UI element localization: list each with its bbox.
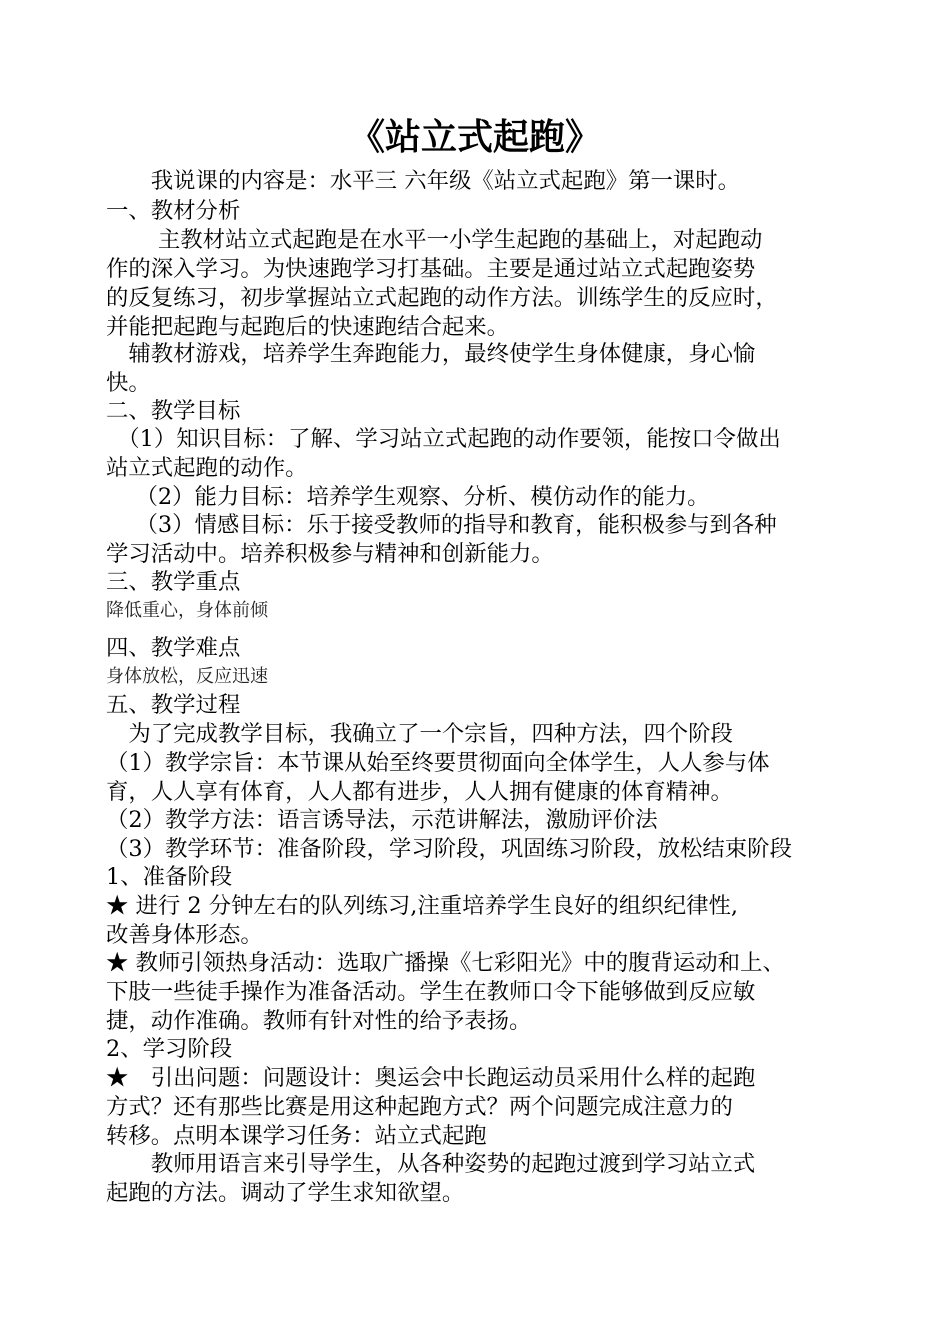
paragraph-line: 教师用语言来引导学生，从各种姿势的起跑过渡到学习站立式 xyxy=(106,1151,756,1177)
paragraph-line: ★ 进行 2 分钟左右的队列练习,注重培养学生良好的组织纪律性, xyxy=(106,893,738,919)
paragraph-line: 站立式起跑的动作。 xyxy=(106,455,308,481)
intro-line: 我说课的内容是：水平三 六年级《站立式起跑》第一课时。 xyxy=(106,168,741,194)
paragraph-line: 主教材站立式起跑是在水平一小学生起跑的基础上，对起跑动 xyxy=(106,227,763,253)
paragraph-line: 并能把起跑与起跑后的快速跑结合起来。 xyxy=(106,314,510,340)
paragraph-line: （2）能力目标：培养学生观察、分析、模仿动作的能力。 xyxy=(106,484,710,510)
paragraph-line: 学习活动中。培养积极参与精神和创新能力。 xyxy=(106,541,554,567)
document-title: 《站立式起跑》 xyxy=(348,116,601,158)
paragraph-line: 作的深入学习。为快速跑学习打基础。主要是通过站立式起跑姿势 xyxy=(106,256,756,282)
paragraph-line: 为了完成教学目标，我确立了一个宗旨，四种方法，四个阶段 xyxy=(106,721,733,747)
paragraph-line: （2）教学方法：语言诱导法，示范讲解法，激励评价法 xyxy=(106,807,658,833)
section-heading: 四、教学难点 xyxy=(106,635,241,661)
paragraph-line: 育，人人享有体育，人人都有进步，人人拥有健康的体育精神。 xyxy=(106,779,733,805)
paragraph-line: ★ 引出问题：问题设计：奥运会中长跑运动员采用什么样的起跑 xyxy=(106,1065,756,1091)
paragraph-line: （1）知识目标：了解、学习站立式起跑的动作要领，能按口令做出 xyxy=(106,426,781,452)
paragraph-line: 起跑的方法。调动了学生求知欲望。 xyxy=(106,1180,465,1206)
paragraph-line: 辅教材游戏，培养学生奔跑能力，最终使学生身体健康，身心愉 xyxy=(106,341,756,367)
section-heading: 三、教学重点 xyxy=(106,569,241,595)
section-heading: 1、准备阶段 xyxy=(106,864,233,890)
paragraph-line: 降低重心，身体前倾 xyxy=(106,600,268,621)
section-heading: 五、教学过程 xyxy=(106,692,241,718)
paragraph-line: 快。 xyxy=(106,370,151,396)
section-heading: 二、教学目标 xyxy=(106,398,241,424)
section-heading: 一、教材分析 xyxy=(106,198,241,224)
paragraph-line: 的反复练习，初步掌握站立式起跑的动作方法。训练学生的反应时， xyxy=(106,285,778,311)
paragraph-line: 下肢一些徒手操作为准备活动。学生在教师口令下能够做到反应敏 xyxy=(106,979,756,1005)
section-heading: 2、学习阶段 xyxy=(106,1036,233,1062)
paragraph-line: 方式？还有那些比赛是用这种起跑方式？两个问题完成注意力的 xyxy=(106,1094,733,1120)
paragraph-line: 捷，动作准确。教师有针对性的给予表扬。 xyxy=(106,1008,532,1034)
paragraph-line: 身体放松，反应迅速 xyxy=(106,666,268,687)
paragraph-line: 转移。点明本课学习任务：站立式起跑 xyxy=(106,1123,487,1149)
paragraph-line: ★ 教师引领热身活动：选取广播操《七彩阳光》中的腹背运动和上、 xyxy=(106,950,785,976)
paragraph-line: （1）教学宗旨：本节课从始至终要贯彻面向全体学生，人人参与体 xyxy=(106,750,770,776)
paragraph-line: （3）情感目标：乐于接受教师的指导和教育，能积极参与到各种 xyxy=(106,512,777,538)
paragraph-line: 改善身体形态。 xyxy=(106,922,263,948)
paragraph-line: （3）教学环节：准备阶段，学习阶段，巩固练习阶段，放松结束阶段 xyxy=(106,836,792,862)
